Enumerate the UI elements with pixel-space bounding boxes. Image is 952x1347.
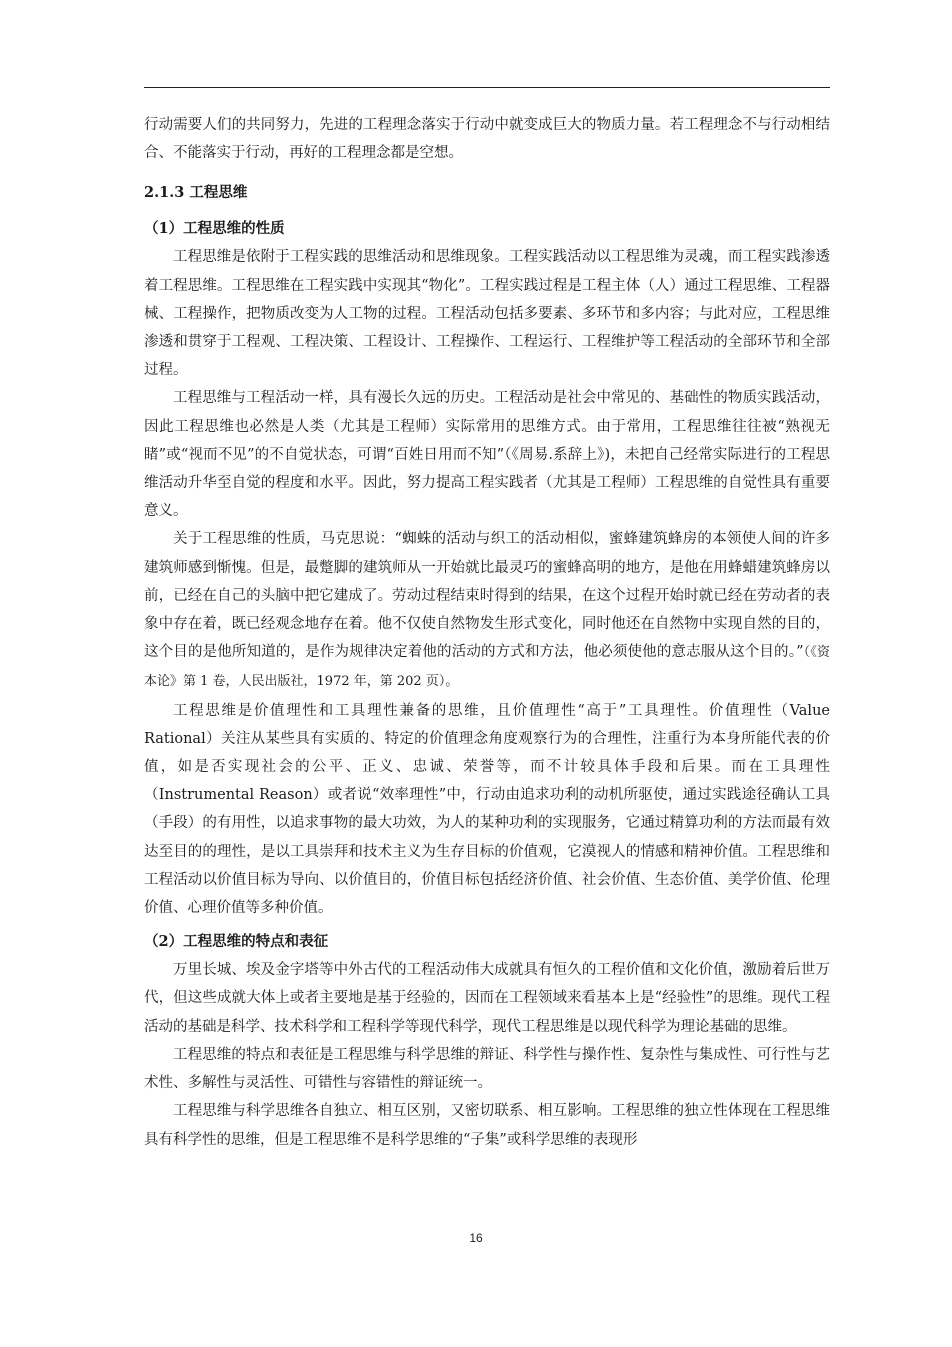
paragraph-6: 工程思维的特点和表征是工程思维与科学思维的辩证、科学性与操作性、复杂性与集成性、可行性与艺术性、多解性与灵活性、可错性与容错性的辩证统一。 <box>144 1046 830 1092</box>
paragraph-2: 工程思维与工程活动一样，具有漫长久远的历史。工程活动是社会中常见的、基础性的物质实践活动，因此工程思维也必然是人类（尤其是工程师）实际常用的思维方式。由于常用，工程思维往往被“熟视无睹”或“视而不见”的不自觉状态，可谓“百姓日用而不知”（《周易.系辞上》)，未把自己经常实际进行的工程思维活动升华至自觉的程度和水平。因此，努力提高工程实践者（尤其是工程师）工程思维的自觉性具有重要意义。 <box>144 390 830 520</box>
subsection-heading-1: （1）工程思维的性质 <box>144 220 285 238</box>
paragraph-5: 万里长城、埃及金字塔等中外古代的工程活动伟大成就具有恒久的工程价值和文化价值，激励着后世万代，但这些成就大体上或者主要地是基于经验的，因而在工程领域来看基本上是“经验性”的思维。现代工程活动的基础是科学、技术科学和工程科学等现代科学，现代工程思维是以现代科学为理论基础的思维。 <box>144 962 830 1035</box>
paragraph-3 <box>144 525 830 696</box>
paragraph-4: 工程思维是价值理性和工具理性兼备的思维，且价值理性“高于”工具理性。价值理性（Value Rational）关注从某些具有实质的、特定的价值理念角度观察行为的合理性，注重行为本身所能代表的价值，如是否实现社会的公平、正义、忠诚、荣誉等，而不计较具体手段和后果。而在工具理性（Instrumental Reason）或者说“效率理性”中，行动由追求功利的动机所驱使，通过实践途径确认工具（手段）的有用性，以追求事物的最大功效，为人的某种功利的实现服务，它通过精算功利的方法而最有效达至目的的理性，是以工具崇拜和技术主义为生存目标的价值观，它漠视人的情感和精神价值。工程思维和工程活动以价值目标为导向、以价值目的，价值目标包括经济价值、社会价值、生态价值、美学价值、伦理价值、心理价值等多种价值。 <box>144 702 830 917</box>
page-body <box>144 111 830 1154</box>
page-number: 16 <box>469 1231 483 1245</box>
paragraph-intro: 行动需要人们的共同努力，先进的工程理念落实于行动中就变成巨大的物质力量。若工程理念不与行动相结合、不能落实于行动，再好的工程理念都是空想。 <box>144 117 830 162</box>
header-rule <box>144 87 830 88</box>
citation: （《资本论》第 1 卷，人民出版社，1972 年，第 202 页）。 <box>144 645 830 690</box>
paragraph-3-text: 关于工程思维的性质，马克思说：“蜘蛛的活动与织工的活动相似，蜜蜂建筑蜂房的本领使人间的许多建筑师感到惭愧。但是，最蹩脚的建筑师从一开始就比最灵巧的蜜蜂高明的地方，是他在用蜂蜡建筑蜂房以前，已经在自己的头脑中把它建成了。劳动过程结束时得到的结果，在这个过程开始时就已经在劳动者的表象中存在着，既已经观念地存在着。他不仅使自然物发生形式变化，同时他还在自然物中实现自然的目的，这个目的是他所知道的，是作为规律决定着他的活动的方式和方法，他必须使他的意志服从这个目的。” <box>144 531 830 661</box>
section-heading-2-1-3: 2.1.3 工程思维 <box>144 184 248 202</box>
paragraph-1: 工程思维是依附于工程实践的思维活动和思维现象。工程实践活动以工程思维为灵魂，而工程实践渗透着工程思维。工程思维在工程实践中实现其“物化”。工程实践过程是工程主体（人）通过工程思维、工程器械、工程操作，把物质改变为人工物的过程。工程活动包括多要素、多环节和多内容；与此对应，工程思维渗透和贯穿于工程观、工程决策、工程设计、工程操作、工程运行、工程维护等工程活动的全部环节和全部过程。 <box>144 249 830 379</box>
paragraph-7: 工程思维与科学思维各自独立、相互区别，又密切联系、相互影响。工程思维的独立性体现在工程思维具有科学性的思维，但是工程思维不是科学思维的“子集”或科学思维的表现形 <box>144 1103 830 1148</box>
subsection-heading-2: （2）工程思维的特点和表征 <box>144 933 329 951</box>
